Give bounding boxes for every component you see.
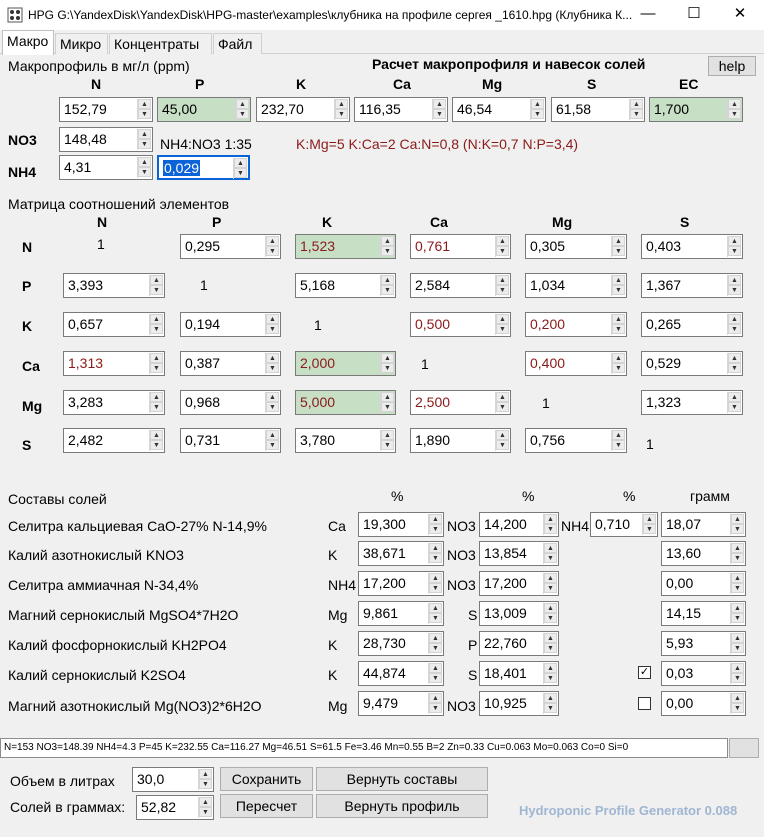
matrix-row-label: P <box>22 278 32 294</box>
tab-micro[interactable]: Микро <box>55 33 108 54</box>
salt-value-1[interactable]: 9,861 ▲ ▼ <box>358 601 444 626</box>
matrix-cell[interactable]: 0,968 ▲ ▼ <box>180 390 281 415</box>
matrix-cell[interactable]: 2,500 ▲ ▼ <box>410 390 511 415</box>
salt-element-2: NO3 <box>447 577 476 593</box>
salt-value-1[interactable]: 44,874 ▲ ▼ <box>358 661 444 686</box>
status-line: N=153 NO3=148.39 NH4=4.3 P=45 K=232.55 Ca=116.27 Mg=46.51 S=61.5 Fe=3.46 Mn=0.55 B=2 Zn=0.33 Cu=0.063 Mo=0.063 Co=0 Si=0 <box>0 738 728 758</box>
matrix-cell[interactable]: 0,295 ▲ ▼ <box>180 234 281 259</box>
macro-ca-field[interactable]: 116,35 ▲ ▼ <box>354 97 448 122</box>
salt-element-2: NO3 <box>447 547 476 563</box>
matrix-cell[interactable]: 0,500 ▲ ▼ <box>410 312 511 337</box>
recalc-button[interactable]: Пересчет <box>220 794 313 818</box>
restore-compositions-button[interactable]: Вернуть составы <box>316 767 488 791</box>
status-button[interactable] <box>729 738 759 758</box>
ratio-summary-text: K:Mg=5 K:Ca=2 Ca:N=0,8 (N:K=0,7 N:P=3,4) <box>296 136 579 152</box>
salt-grams[interactable]: 0,00 ▲ ▼ <box>661 571 746 596</box>
matrix-diagonal: 1 <box>542 395 550 411</box>
salt-grams[interactable]: 5,93 ▲ ▼ <box>661 631 746 656</box>
calc-title: Расчет макропрофиля и навесок солей <box>372 56 646 72</box>
salt-value-1[interactable]: 17,200 ▲ ▼ <box>358 571 444 596</box>
salt-value-2[interactable]: 10,925 ▲ ▼ <box>479 691 559 716</box>
no3-label: NO3 <box>8 132 37 148</box>
matrix-col-p: P <box>212 214 222 230</box>
salt-element-2: NO3 <box>447 698 476 714</box>
matrix-cell[interactable]: 0,731 ▲ ▼ <box>180 428 281 453</box>
matrix-diagonal: 1 <box>314 317 322 333</box>
volume-label: Объем в литрах <box>10 773 115 789</box>
macro-header-s: S <box>587 76 597 92</box>
matrix-row-label: K <box>22 318 33 334</box>
matrix-row-label: S <box>22 437 32 453</box>
matrix-diagonal: 1 <box>421 356 429 372</box>
matrix-cell[interactable]: 1,323 ▲ ▼ <box>641 390 743 415</box>
help-button[interactable]: help <box>708 56 756 76</box>
close-button[interactable]: ✕ <box>733 5 747 22</box>
macro-header-p: P <box>195 76 205 92</box>
salt-value-2[interactable]: 13,854 ▲ ▼ <box>479 541 559 566</box>
matrix-col-k: K <box>322 214 333 230</box>
salt-value-3[interactable]: 0,710 ▲ ▼ <box>590 512 658 537</box>
matrix-cell[interactable]: 5,168 ▲ ▼ <box>295 273 396 298</box>
salt-name: Калий фосфорнокислый KH2PO4 <box>8 637 227 653</box>
salt-value-1[interactable]: 19,300 ▲ ▼ <box>358 512 444 537</box>
salt-enabled-checkbox[interactable] <box>638 697 651 710</box>
matrix-diagonal: 1 <box>200 277 208 293</box>
nh4-no3-ratio-label: NH4:NO3 1:35 <box>160 136 252 152</box>
macro-header-ec: EC <box>679 76 699 92</box>
matrix-cell[interactable]: 3,780 ▲ ▼ <box>295 428 396 453</box>
salts-percent-header: % <box>522 488 535 504</box>
macro-s-field[interactable]: 61,58 ▲ ▼ <box>551 97 645 122</box>
matrix-cell[interactable]: 0,400 ▲ ▼ <box>525 351 627 376</box>
window-title: HPG G:\YandexDisk\YandexDisk\HPG-master\examples\клубника на профиле сергея _1610.hpg (Клубника К... <box>28 8 633 22</box>
salt-name: Калий азотнокислый KNO3 <box>8 547 184 563</box>
tab-file[interactable]: Файл <box>213 33 262 54</box>
matrix-title: Матрица соотношений элементов <box>8 196 230 212</box>
matrix-cell[interactable]: 1,367 ▲ ▼ <box>641 273 743 298</box>
matrix-cell[interactable]: 2,482 ▲ ▼ <box>63 428 165 453</box>
volume-field[interactable]: 30,0 ▲ ▼ <box>132 767 214 792</box>
app-icon <box>7 7 23 23</box>
tab-macro[interactable]: Макро <box>2 30 54 55</box>
matrix-cell[interactable]: 1,034 ▲ ▼ <box>525 273 627 298</box>
matrix-diagonal: 1 <box>646 436 654 452</box>
matrix-cell[interactable]: 0,529 ▲ ▼ <box>641 351 743 376</box>
salt-enabled-checkbox[interactable] <box>638 666 651 679</box>
salt-grams[interactable]: 14,15 ▲ ▼ <box>661 601 746 626</box>
brand-label: Hydroponic Profile Generator 0.088 <box>519 803 738 818</box>
matrix-col-mg: Mg <box>552 214 573 230</box>
salt-element-2: P <box>468 637 478 653</box>
salt-name: Магний сернокислый MgSO4*7H2O <box>8 607 239 623</box>
salt-element-1: K <box>328 547 338 563</box>
matrix-col-ca: Ca <box>430 214 448 230</box>
salt-name: Магний азотнокислый Mg(NO3)2*6H2O <box>8 698 262 714</box>
matrix-cell[interactable]: 2,584 ▲ ▼ <box>410 273 511 298</box>
salt-element-3: NH4 <box>561 518 590 534</box>
salt-element-1: K <box>328 637 338 653</box>
macro-profile-title: Макропрофиль в мг/л (ppm) <box>8 58 190 74</box>
salt-name: Калий сернокислый K2SO4 <box>8 667 186 683</box>
matrix-row-label: Ca <box>22 358 40 374</box>
salt-name: Селитра кальциевая CaO-27% N-14,9% <box>8 518 267 534</box>
salts-percent-header: % <box>391 488 404 504</box>
macro-p-field[interactable]: 45,00 ▲ ▼ <box>157 97 251 122</box>
salts-percent-header: % <box>623 488 636 504</box>
salt-element-1: Ca <box>328 518 346 534</box>
salt-element-2: S <box>468 607 478 623</box>
salt-name: Селитра аммиачная N-34,4% <box>8 577 199 593</box>
matrix-col-n: N <box>97 214 108 230</box>
tab-bar <box>0 30 764 54</box>
matrix-cell[interactable]: 1,313 ▲ ▼ <box>63 351 165 376</box>
macro-mg-field[interactable]: 46,54 ▲ ▼ <box>452 97 546 122</box>
matrix-row-label: N <box>22 239 33 255</box>
macro-k-field[interactable]: 232,70 ▲ ▼ <box>256 97 350 122</box>
salts-title: Составы солей <box>8 491 107 507</box>
matrix-cell[interactable]: 0,756 ▲ ▼ <box>525 428 627 453</box>
matrix-cell[interactable]: 0,403 ▲ ▼ <box>641 234 743 259</box>
macro-panel <box>0 54 764 737</box>
macro-header-mg: Mg <box>482 76 503 92</box>
macro-ec-field[interactable]: 1,700 ▲ ▼ <box>649 97 743 122</box>
salt-grams[interactable]: 0,00 ▲ ▼ <box>661 691 746 716</box>
matrix-row-label: Mg <box>22 398 43 414</box>
save-button[interactable]: Сохранить <box>220 767 313 791</box>
nh4-no3-field[interactable]: 0,029 ▲ ▼ <box>157 155 250 180</box>
salt-element-1: Mg <box>328 698 348 714</box>
spin-down-icon: ▼ <box>138 109 151 119</box>
salts-total-label: Солей в граммах: <box>10 799 126 815</box>
matrix-diagonal: 1 <box>97 236 105 252</box>
salt-value-2[interactable]: 14,200 ▲ ▼ <box>479 512 559 537</box>
matrix-cell[interactable]: 0,657 ▲ ▼ <box>63 312 165 337</box>
matrix-cell[interactable]: 0,305 ▲ ▼ <box>525 234 627 259</box>
spin-up-icon: ▲ <box>138 99 151 109</box>
salts-total-field[interactable]: 52,82 ▲ ▼ <box>136 795 214 820</box>
salt-value-2[interactable]: 13,009 ▲ ▼ <box>479 601 559 626</box>
restore-profile-button[interactable]: Вернуть профиль <box>316 794 488 818</box>
macro-header-n: N <box>91 76 102 92</box>
salt-grams[interactable]: 0,03 ▲ ▼ <box>661 661 746 686</box>
title-bar <box>0 0 764 30</box>
salt-element-1: K <box>328 667 338 683</box>
salt-value-1[interactable]: 28,730 ▲ ▼ <box>358 631 444 656</box>
salt-value-2[interactable]: 18,401 ▲ ▼ <box>479 661 559 686</box>
matrix-cell[interactable]: 0,200 ▲ ▼ <box>525 312 627 337</box>
macro-header-k: K <box>296 76 307 92</box>
matrix-col-s: S <box>680 214 690 230</box>
salt-value-2[interactable]: 17,200 ▲ ▼ <box>479 571 559 596</box>
maximize-button[interactable]: ☐ <box>687 5 701 22</box>
tab-concentrates[interactable]: Концентраты <box>109 33 212 54</box>
matrix-cell[interactable]: 0,194 ▲ ▼ <box>180 312 281 337</box>
matrix-cell[interactable]: 2,000 ▲ ▼ <box>295 351 396 376</box>
matrix-cell[interactable]: 0,265 ▲ ▼ <box>641 312 743 337</box>
salt-value-2[interactable]: 22,760 ▲ ▼ <box>479 631 559 656</box>
matrix-cell[interactable]: 5,000 ▲ ▼ <box>295 390 396 415</box>
salt-grams[interactable]: 13,60 ▲ ▼ <box>661 541 746 566</box>
minimize-button[interactable]: — <box>640 5 656 22</box>
salt-element-1: Mg <box>328 607 348 623</box>
macro-header-ca: Ca <box>393 76 411 92</box>
nh4-field[interactable]: 4,31 ▲ ▼ <box>59 155 153 180</box>
matrix-cell[interactable]: 0,387 ▲ ▼ <box>180 351 281 376</box>
salt-element-2: S <box>468 667 478 683</box>
nh4-label: NH4 <box>8 164 37 180</box>
salt-grams[interactable]: 18,07 ▲ ▼ <box>661 512 746 537</box>
salt-value-1[interactable]: 9,479 ▲ ▼ <box>358 691 444 716</box>
matrix-cell[interactable]: 1,523 ▲ ▼ <box>295 234 396 259</box>
matrix-cell[interactable]: 0,761 ▲ ▼ <box>410 234 511 259</box>
matrix-cell[interactable]: 3,393 ▲ ▼ <box>63 273 165 298</box>
salts-gram-header: грамм <box>690 488 730 504</box>
salt-value-1[interactable]: 38,671 ▲ ▼ <box>358 541 444 566</box>
matrix-cell[interactable]: 1,890 ▲ ▼ <box>410 428 511 453</box>
salt-element-2: NO3 <box>447 518 476 534</box>
salt-element-1: NH4 <box>328 577 357 593</box>
macro-n-field[interactable]: 152,79 ▲ ▼ <box>59 97 153 122</box>
no3-field[interactable]: 148,48 ▲ ▼ <box>59 127 153 152</box>
matrix-cell[interactable]: 3,283 ▲ ▼ <box>63 390 165 415</box>
checkmark-icon: ✓ <box>639 666 650 678</box>
